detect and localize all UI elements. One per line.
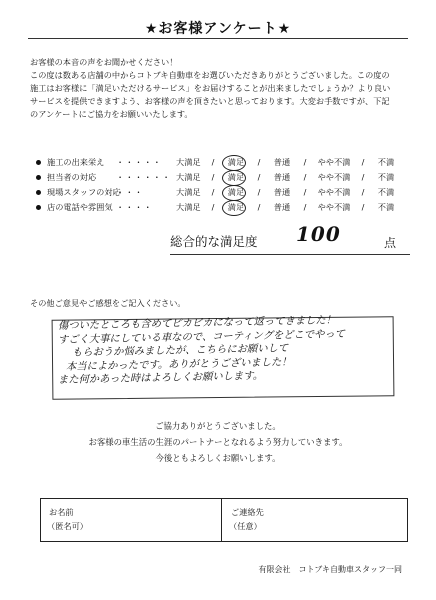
option-satisfied[interactable]: 満足 xyxy=(227,157,245,167)
option-dissatisfied[interactable]: 不満 xyxy=(377,172,395,182)
option-dissatisfied[interactable]: 不満 xyxy=(377,187,395,197)
option-dissatisfied[interactable]: 不満 xyxy=(377,202,395,212)
thanks-line: ご協力ありがとうございました。 xyxy=(155,421,281,431)
option-very-satisfied[interactable]: 大満足 xyxy=(176,187,201,197)
total-unit: 点 xyxy=(384,236,397,250)
comment-line: すごく大事にしている車なので、コーティングをどこでやって xyxy=(57,327,346,346)
option-somewhat-dissatisfied[interactable]: やや不満 xyxy=(317,172,351,182)
intro-line: お客様の本音の声をお聞かせください！ xyxy=(30,57,178,67)
rating-leader: ・・・・・ xyxy=(116,157,162,167)
rating-options: 大満足 / 満足 / 普通 / やや不満 / 不満 xyxy=(176,200,402,215)
rating-options: 大満足 / 満足 / 普通 / やや不満 / 不満 xyxy=(176,170,402,185)
bullet-icon xyxy=(36,205,41,210)
rating-options: 大満足 / 満足 / 普通 / やや不満 / 不満 xyxy=(176,185,402,200)
customer-info-table xyxy=(40,498,408,542)
rating-row xyxy=(36,185,416,200)
thanks-message xyxy=(0,418,436,466)
intro-line: この度は数ある店舗の中からコトブキ自動車をお選びいただきありがとうございました。この度の xyxy=(30,70,390,80)
name-label: お名前 xyxy=(49,507,74,517)
company-signature: 有限会社 コトブキ自動車スタッフ一同 xyxy=(258,565,402,574)
bullet-icon xyxy=(36,160,41,165)
rating-row xyxy=(36,155,416,170)
rating-options: 大満足 / 満足 / 普通 / やや不満 / 不満 xyxy=(176,155,402,170)
rating-label: 店の電話や雰囲気 xyxy=(47,202,113,212)
comment-line: 本当によかったです。ありがとうございました！ xyxy=(65,355,292,373)
option-somewhat-dissatisfied[interactable]: やや不満 xyxy=(317,157,351,167)
name-note: （匿名可） xyxy=(47,521,88,531)
option-neutral[interactable]: 普通 xyxy=(273,172,291,182)
option-somewhat-dissatisfied[interactable]: やや不満 xyxy=(317,202,351,212)
rating-row xyxy=(36,170,416,185)
option-very-satisfied[interactable]: 大満足 xyxy=(176,172,201,182)
intro-text xyxy=(30,56,420,121)
option-very-satisfied[interactable]: 大満足 xyxy=(176,157,201,167)
option-satisfied[interactable]: 満足 xyxy=(227,187,245,197)
option-somewhat-dissatisfied[interactable]: やや不満 xyxy=(317,187,351,197)
rating-leader: ・・・ xyxy=(116,187,144,197)
contact-note: （任意） xyxy=(229,521,262,531)
title-divider xyxy=(28,38,408,39)
comment-line: 傷ついたところも含めてピカピカになって返ってきました！ xyxy=(57,314,337,332)
intro-line: のアンケートにご協力をお願いいたします。 xyxy=(30,109,193,119)
comment-line: もらおうか悩みましたが、こちらにお願いして xyxy=(71,342,289,359)
option-satisfied[interactable]: 満足 xyxy=(227,172,245,182)
total-satisfaction-label: 総合的な満足度 xyxy=(170,234,258,249)
option-neutral[interactable]: 普通 xyxy=(273,202,291,212)
total-underline xyxy=(170,254,410,255)
option-neutral[interactable]: 普通 xyxy=(273,157,291,167)
comment-prompt: その他ご意見やご感想をご記入ください。 xyxy=(30,298,186,308)
rating-label: 現場スタッフの対応 xyxy=(47,187,121,197)
rating-leader: ・・・・・・ xyxy=(116,172,172,182)
option-very-satisfied[interactable]: 大満足 xyxy=(176,202,201,212)
contact-label: ご連絡先 xyxy=(231,507,264,517)
option-neutral[interactable]: 普通 xyxy=(273,187,291,197)
handwritten-comment xyxy=(57,314,398,388)
total-satisfaction-score[interactable]: 100 xyxy=(296,222,341,246)
bullet-icon xyxy=(36,175,41,180)
bullet-icon xyxy=(36,190,41,195)
comment-line: また何かあった時はよろしくお願いします。 xyxy=(57,369,264,386)
option-satisfied[interactable]: 満足 xyxy=(227,202,245,212)
intro-line: サービスを提供できますよう、お客様の声を頂きたいと思っております。大変お手数ですが、下記 xyxy=(30,96,390,106)
rating-label: 担当者の対応 xyxy=(47,172,97,182)
thanks-line: お客様の車生活の生涯のパートナーとなれるよう努力していきます。 xyxy=(88,437,348,447)
rating-row xyxy=(36,200,416,215)
rating-list xyxy=(36,155,416,215)
rating-leader: ・・・・ xyxy=(116,202,153,212)
survey-title: ★お客様アンケート★ xyxy=(144,21,292,37)
intro-line: 施工はお客様に「満足いただけるサービス」をお届けすることが出来ましたでしょうか？より良い xyxy=(30,83,391,93)
option-dissatisfied[interactable]: 不満 xyxy=(377,157,395,167)
thanks-line: 今後ともよろしくお願いします。 xyxy=(155,453,281,463)
table-divider xyxy=(221,499,222,541)
rating-label: 施工の出来栄え xyxy=(47,157,105,167)
